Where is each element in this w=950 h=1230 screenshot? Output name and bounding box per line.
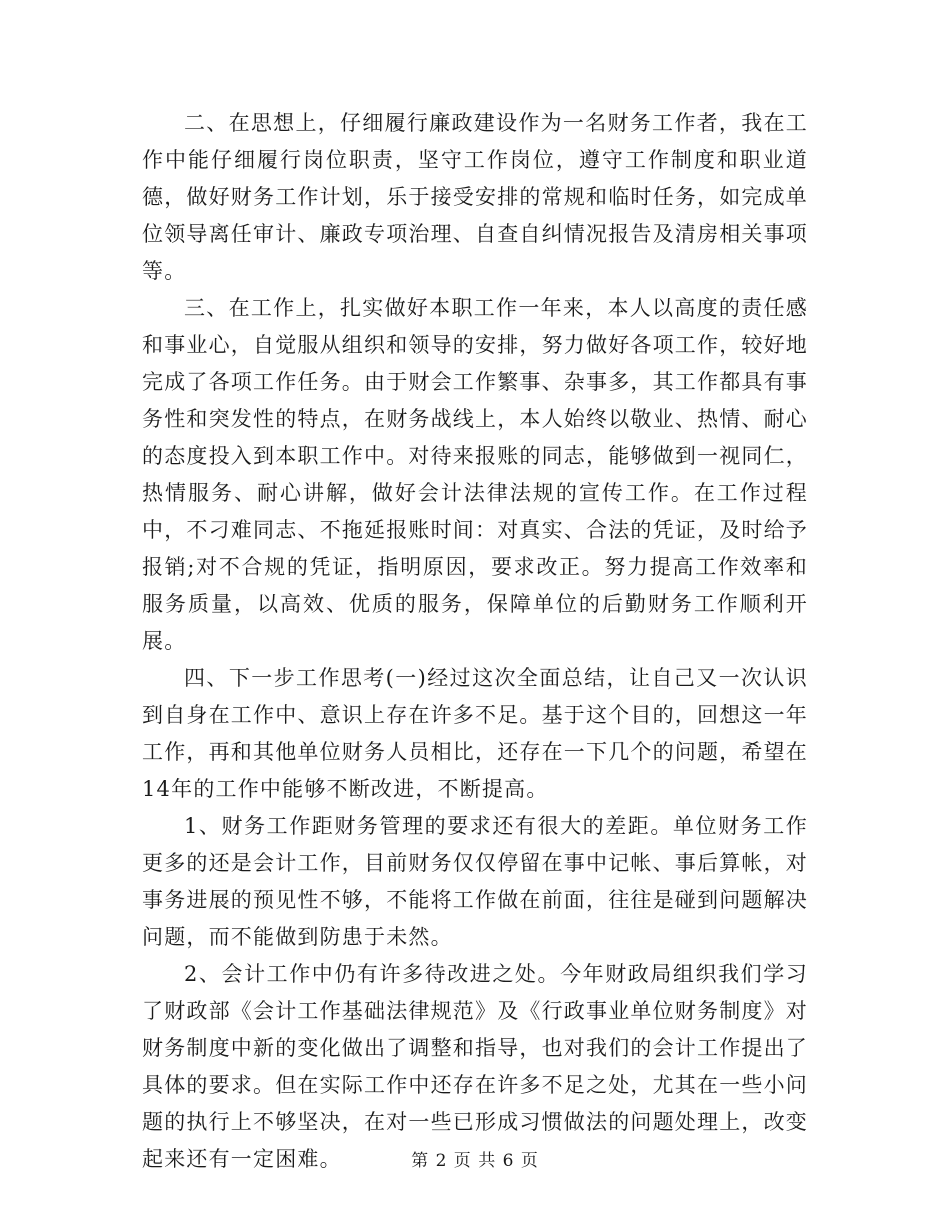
page-number-footer: 第 2 页 共 6 页 [411, 1151, 539, 1171]
paragraph-work: 三、在工作上，扎实做好本职工作一年来，本人以高度的责任感和事业心，自觉服从组织和领导的安排，努力做好各项工作，较好地完成了各项工作任务。由于财会工作繁事、杂事多，其工作都具有事务性和突发性的特点，在财务战线上，本人始终以敬业、热情、耐心的态度投入到本职工作中。对待来报账的同志，能够做到一视同仁，热情服务、耐心讲解，做好会计法律法规的宣传工作。在工作过程中，不刁难同志、不拖延报账时间：对真实、合法的凭证，及时给予报销;对不合规的凭证，指明原因，要求改正。努力提高工作效率和服务质量，以高效、优质的服务，保障单位的后勤财务工作顺利开展。 [142, 296, 808, 653]
paragraph-item-2: 2、会计工作中仍有许多待改进之处。今年财政局组织我们学习了财政部《会计工作基础法律规范》及《行政事业单位财务制度》对财务制度中新的变化做出了调整和指导，也对我们的会计工作提出了具体的要求。但在实际工作中还存在许多不足之处，尤其在一些小问题的执行上不够坚决，在对一些已形成习惯做法的问题处理上，改变起来还有一定困难。 [142, 962, 808, 1171]
paragraph-thought: 二、在思想上，仔细履行廉政建设作为一名财务工作者，我在工作中能仔细履行岗位职责，坚守工作岗位，遵守工作制度和职业道德，做好财务工作计划，乐于接受安排的常规和临时任务，如完成单位领导离任审计、廉政专项治理、自查自纠情况报告及清房相关事项等。 [142, 111, 808, 283]
document-body [142, 105, 808, 1178]
paragraph-next-step: 四、下一步工作思考(一)经过这次全面总结，让自己又一次认识到自身在工作中、意识上存在许多不足。基于这个目的，回想这一年工作，再和其他单位财务人员相比，还存在一下几个的问题，希望在14年的工作中能够不断改进，不断提高。 [142, 666, 808, 801]
paragraph-item-1: 1、财务工作距财务管理的要求还有很大的差距。单位财务工作更多的还是会计工作，目前财务仅仅停留在事中记帐、事后算帐，对事务进展的预见性不够，不能将工作做在前面，往往是碰到问题解决问题，而不能做到防患于未然。 [142, 814, 808, 949]
